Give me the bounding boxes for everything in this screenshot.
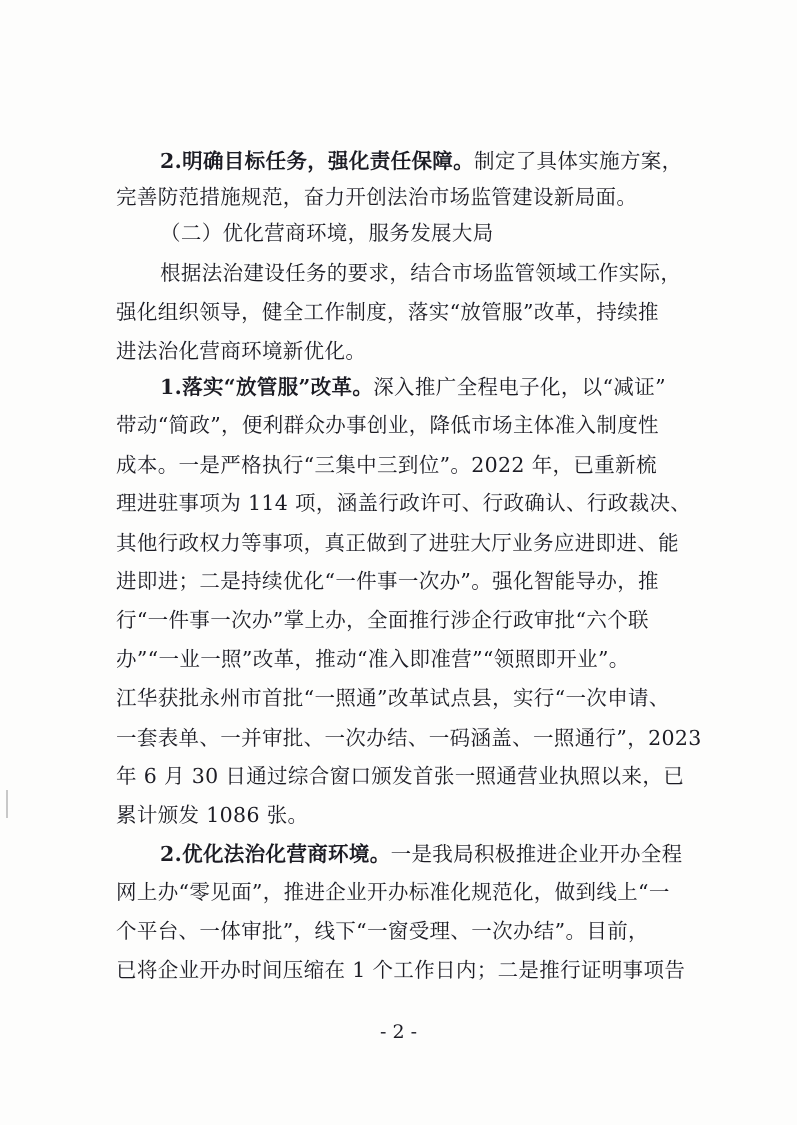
para3-line-7: 行“一件事一次办”掌上办，全面推行涉企行政审批“六个联 — [116, 608, 649, 632]
para3-line-1-text: 深入推广全程电子化，以“减证” — [373, 375, 666, 399]
para1-line-1-text: 制定了具体实施方案， — [474, 149, 683, 173]
para3-line-10: 一套表单、一并审批、一次办结、一码涵盖、一照通行”，2023 — [116, 726, 702, 750]
para3-line-11: 年 6 月 30 日通过综合窗口颁发首张一照通营业执照以来，已 — [116, 764, 685, 788]
para3-line-2: 带动“简政”，便利群众办事创业，降低市场主体准入制度性 — [116, 413, 659, 437]
para4-line-1 — [160, 839, 683, 869]
para3-line-5: 其他行政权力等事项，真正做到了进驻大厅业务应进即进、能 — [116, 531, 679, 555]
para3-heading: 1.落实“放管服”改革。 — [160, 375, 374, 399]
para3-line-12: 累计颁发 1086 张。 — [116, 803, 309, 827]
para2-line-3: 进法治化营商环境新优化。 — [116, 339, 367, 363]
para1-heading: 2.明确目标任务，强化责任保障。 — [160, 149, 474, 173]
para4-heading: 2.优化法治化营商环境。 — [160, 842, 391, 866]
para4-line-4: 已将企业开办时间压缩在 1 个工作日内；二是推行证明事项告 — [116, 958, 686, 982]
scan-edge-mark — [6, 790, 8, 818]
para3-line-6: 进即进；二是持续优化“一件事一次办”。强化智能导办，推 — [116, 569, 659, 593]
para3-line-9: 江华获批永州市首批“一照通”改革试点县，实行“一次申请、 — [116, 686, 670, 710]
para3-line-4: 理进驻事项为 114 项，涵盖行政许可、行政确认、行政裁决、 — [116, 491, 692, 515]
page-number: - 2 - — [379, 1021, 417, 1043]
para3-line-1 — [160, 372, 666, 402]
para3-line-8: 办”“一业一照”改革，推动“准入即准营”“领照即开业”。 — [116, 647, 630, 671]
para4-line-3: 个平台、一体审批”，线下“一窗受理、一次办结”。目前， — [116, 919, 649, 943]
para2-line-1: 根据法治建设任务的要求，结合市场监管领域工作实际， — [160, 261, 682, 285]
para4-line-1-text: 一是我局积极推进企业开办全程 — [390, 842, 683, 866]
section-heading-2: （二）优化营商环境，服务发展大局 — [160, 221, 494, 245]
para2-line-2: 强化组织领导，健全工作制度，落实“放管服”改革，持续推 — [116, 300, 659, 324]
para4-line-2: 网上办“零见面”，推进企业开办标准化规范化，做到线上“一 — [116, 880, 670, 904]
para3-line-3: 成本。一是严格执行“三集中三到位”。2022 年，已重新梳 — [116, 453, 657, 477]
para1-line-2: 完善防范措施规范，奋力开创法治市场监管建设新局面。 — [116, 185, 638, 209]
para1-line-1 — [160, 146, 683, 176]
